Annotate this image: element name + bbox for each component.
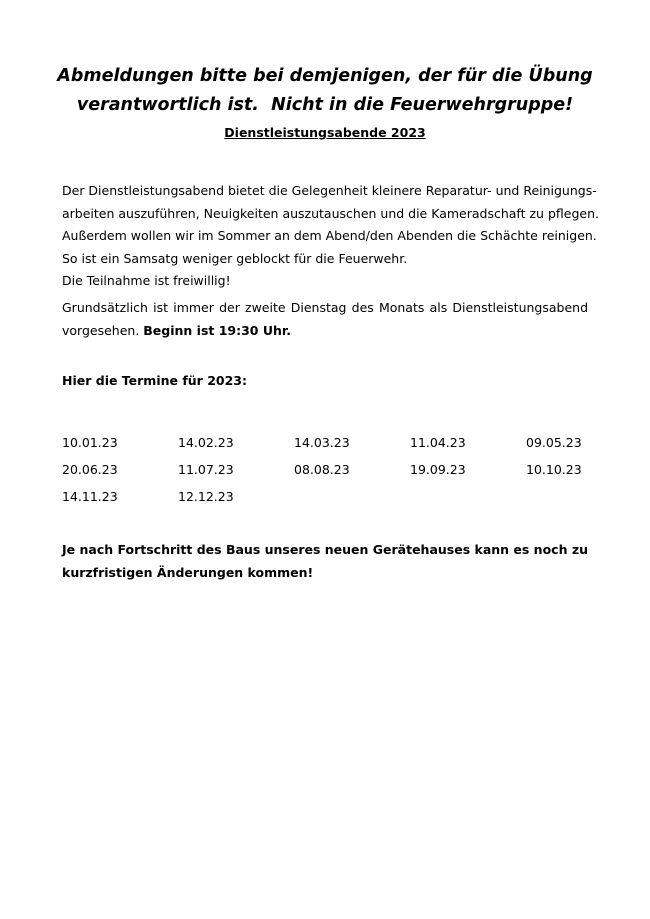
intro-line-1: Der Dienstleistungsabend bietet die Gelegenheit kleinere Reparatur- und Reinigungs- <box>62 183 597 198</box>
date-item: 14.03.23 <box>294 435 350 450</box>
date-item: 09.05.23 <box>526 435 582 450</box>
dates-row <box>62 483 602 510</box>
dates-row <box>62 429 602 456</box>
schedule-line-2 <box>62 320 588 343</box>
date-item: 20.06.23 <box>62 462 118 477</box>
start-time: Beginn ist 19:30 Uhr. <box>143 322 292 338</box>
date-item: 12.12.23 <box>178 489 234 504</box>
date-item: 10.10.23 <box>526 462 582 477</box>
dates-row <box>62 456 602 483</box>
change-notice-line-2: kurzfristigen Änderungen kommen! <box>62 565 314 580</box>
schedule-line-1: Grundsätzlich ist immer der zweite Dienstag des Monats als Dienstleistungsabend <box>62 300 588 315</box>
headline-line-1: Abmeldungen bitte bei demjenigen, der für die Übung <box>57 66 593 86</box>
dates-heading: Hier die Termine für 2023: <box>62 373 247 388</box>
document-subtitle: Dienstleistungsabende 2023 <box>224 125 426 140</box>
change-notice <box>62 538 588 584</box>
intro-line-3: Außerdem wollen wir im Sommer an dem Abend/den Abenden die Schächte reinigen. <box>62 228 597 243</box>
dates-grid <box>62 429 602 510</box>
headline <box>40 62 610 120</box>
intro-line-2: arbeiten auszuführen, Neuigkeiten auszutauschen und die Kameradschaft zu pflegen. <box>62 205 599 221</box>
date-item: 14.02.23 <box>178 435 234 450</box>
schedule-paragraph <box>62 297 588 342</box>
voluntary-note: Die Teilnahme ist freiwillig! <box>62 273 231 288</box>
date-item: 19.09.23 <box>410 462 466 477</box>
date-item: 11.04.23 <box>410 435 466 450</box>
intro-paragraph <box>62 180 599 270</box>
intro-line-4: So ist ein Samsatg weniger geblockt für die Feuerwehr. <box>62 250 408 266</box>
date-item: 10.01.23 <box>62 435 118 450</box>
date-item: 11.07.23 <box>178 462 234 477</box>
headline-line-2: verantwortlich ist. Nicht in die Feuerwehrgruppe! <box>76 95 574 115</box>
schedule-line-2-text: vorgesehen. <box>62 322 144 338</box>
date-item: 14.11.23 <box>62 489 118 504</box>
change-notice-line-1: Je nach Fortschritt des Baus unseres neuen Gerätehauses kann es noch zu <box>62 542 588 557</box>
date-item: 08.08.23 <box>294 462 350 477</box>
